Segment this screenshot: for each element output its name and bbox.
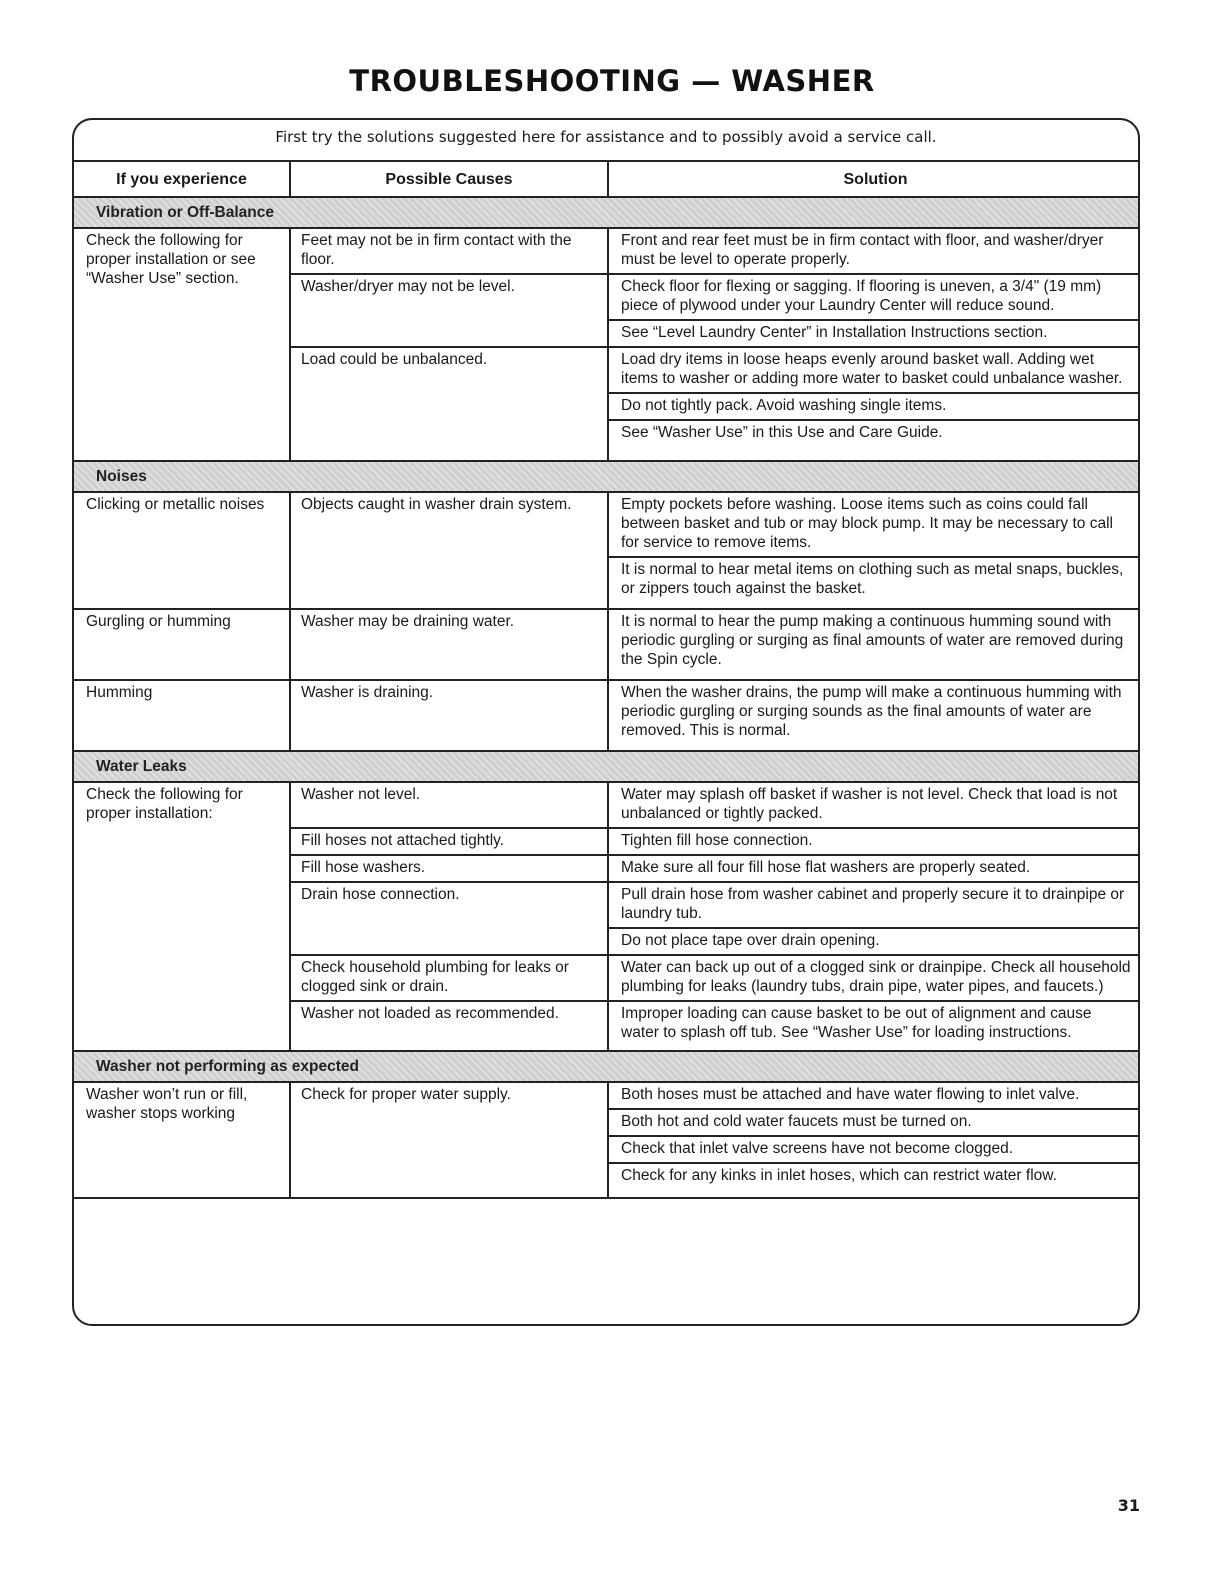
header-experience: If you experience (73, 161, 290, 197)
table-body (73, 197, 1140, 1198)
solution-cell: Load dry items in loose heaps evenly around basket wall. Adding wet items to washer or adding more water to basket could unbalance washer. (608, 347, 1140, 393)
experience-cell: Gurgling or humming (73, 609, 290, 680)
cause-cell: Washer not level. (290, 782, 608, 828)
page-title: TROUBLESHOOTING — WASHER (349, 64, 875, 98)
cause-cell: Washer is draining. (290, 680, 608, 751)
section-row (73, 751, 1140, 782)
solution-cell: Both hoses must be attached and have water flowing to inlet valve. (608, 1082, 1140, 1109)
header-causes: Possible Causes (290, 161, 608, 197)
table-row (73, 492, 1140, 557)
table-row (73, 680, 1140, 751)
troubleshooting-table (72, 160, 1140, 1199)
section-row (73, 461, 1140, 492)
solution-cell: Tighten fill hose connection. (608, 828, 1140, 855)
cause-cell: Objects caught in washer drain system. (290, 492, 608, 609)
solution-cell: Empty pockets before washing. Loose items such as coins could fall between basket and tub or may block pump. It may be necessary to call for service to remove items. (608, 492, 1140, 557)
solution-cell: Water can back up out of a clogged sink or drainpipe. Check all household plumbing for leaks (laundry tubs, drain pipe, water pipes, and faucets.) (608, 955, 1140, 1001)
cause-cell: Feet may not be in firm contact with the floor. (290, 228, 608, 274)
section-title: Washer not performing as expected (73, 1051, 1140, 1082)
cause-cell: Check household plumbing for leaks or clogged sink or drain. (290, 955, 608, 1001)
solution-cell: Check floor for flexing or sagging. If flooring is uneven, a 3/4" (19 mm) piece of plywood under your Laundry Center will reduce sound. (608, 274, 1140, 320)
experience-cell: Check the following for proper installation or see “Washer Use” section. (73, 228, 290, 461)
solution-cell: Improper loading can cause basket to be out of alignment and cause water to splash off tub. See “Washer Use” for loading instructions. (608, 1001, 1140, 1051)
section-title: Vibration or Off-Balance (73, 197, 1140, 228)
experience-cell: Check the following for proper installation: (73, 782, 290, 1051)
table-row (73, 1082, 1140, 1109)
intro-text: First try the solutions suggested here for assistance and to possibly avoid a service call. (275, 128, 937, 146)
cause-cell: Check for proper water supply. (290, 1082, 608, 1198)
cause-cell: Fill hoses not attached tightly. (290, 828, 608, 855)
troubleshooting-frame (72, 118, 1140, 1326)
cause-cell: Drain hose connection. (290, 882, 608, 955)
section-title: Water Leaks (73, 751, 1140, 782)
table-row (73, 228, 1140, 274)
experience-cell: Clicking or metallic noises (73, 492, 290, 609)
solution-cell: Do not tightly pack. Avoid washing single items. (608, 393, 1140, 420)
section-title: Noises (73, 461, 1140, 492)
solution-cell: Front and rear feet must be in firm contact with floor, and washer/dryer must be level to operate properly. (608, 228, 1140, 274)
solution-cell: Both hot and cold water faucets must be turned on. (608, 1109, 1140, 1136)
solution-cell: Check for any kinks in inlet hoses, which can restrict water flow. (608, 1163, 1140, 1198)
section-row (73, 1051, 1140, 1082)
cause-cell: Washer/dryer may not be level. (290, 274, 608, 347)
experience-cell: Humming (73, 680, 290, 751)
solution-cell: Do not place tape over drain opening. (608, 928, 1140, 955)
table-row (73, 782, 1140, 828)
solution-cell: Water may splash off basket if washer is not level. Check that load is not unbalanced or tightly packed. (608, 782, 1140, 828)
section-row (73, 197, 1140, 228)
solution-cell: When the washer drains, the pump will make a continuous humming with periodic gurgling or surging sounds as the final amounts of water are removed. This is normal. (608, 680, 1140, 751)
solution-cell: It is normal to hear the pump making a continuous humming sound with periodic gurgling or surging as final amounts of water are removed during the Spin cycle. (608, 609, 1140, 680)
solution-cell: Pull drain hose from washer cabinet and properly secure it to drainpipe or laundry tub. (608, 882, 1140, 928)
solution-cell: Check that inlet valve screens have not become clogged. (608, 1136, 1140, 1163)
cause-cell: Washer may be draining water. (290, 609, 608, 680)
solution-cell: It is normal to hear metal items on clothing such as metal snaps, buckles, or zippers touch against the basket. (608, 557, 1140, 609)
header-solution: Solution (608, 161, 1140, 197)
table-row (73, 609, 1140, 680)
page-number: 31 (1117, 1496, 1140, 1515)
solution-cell: See “Level Laundry Center” in Installation Instructions section. (608, 320, 1140, 347)
solution-cell: See “Washer Use” in this Use and Care Guide. (608, 420, 1140, 461)
cause-cell: Washer not loaded as recommended. (290, 1001, 608, 1051)
header-row (73, 161, 1140, 197)
cause-cell: Load could be unbalanced. (290, 347, 608, 461)
experience-cell: Washer won’t run or fill, washer stops working (73, 1082, 290, 1198)
solution-cell: Make sure all four fill hose flat washers are properly seated. (608, 855, 1140, 882)
cause-cell: Fill hose washers. (290, 855, 608, 882)
